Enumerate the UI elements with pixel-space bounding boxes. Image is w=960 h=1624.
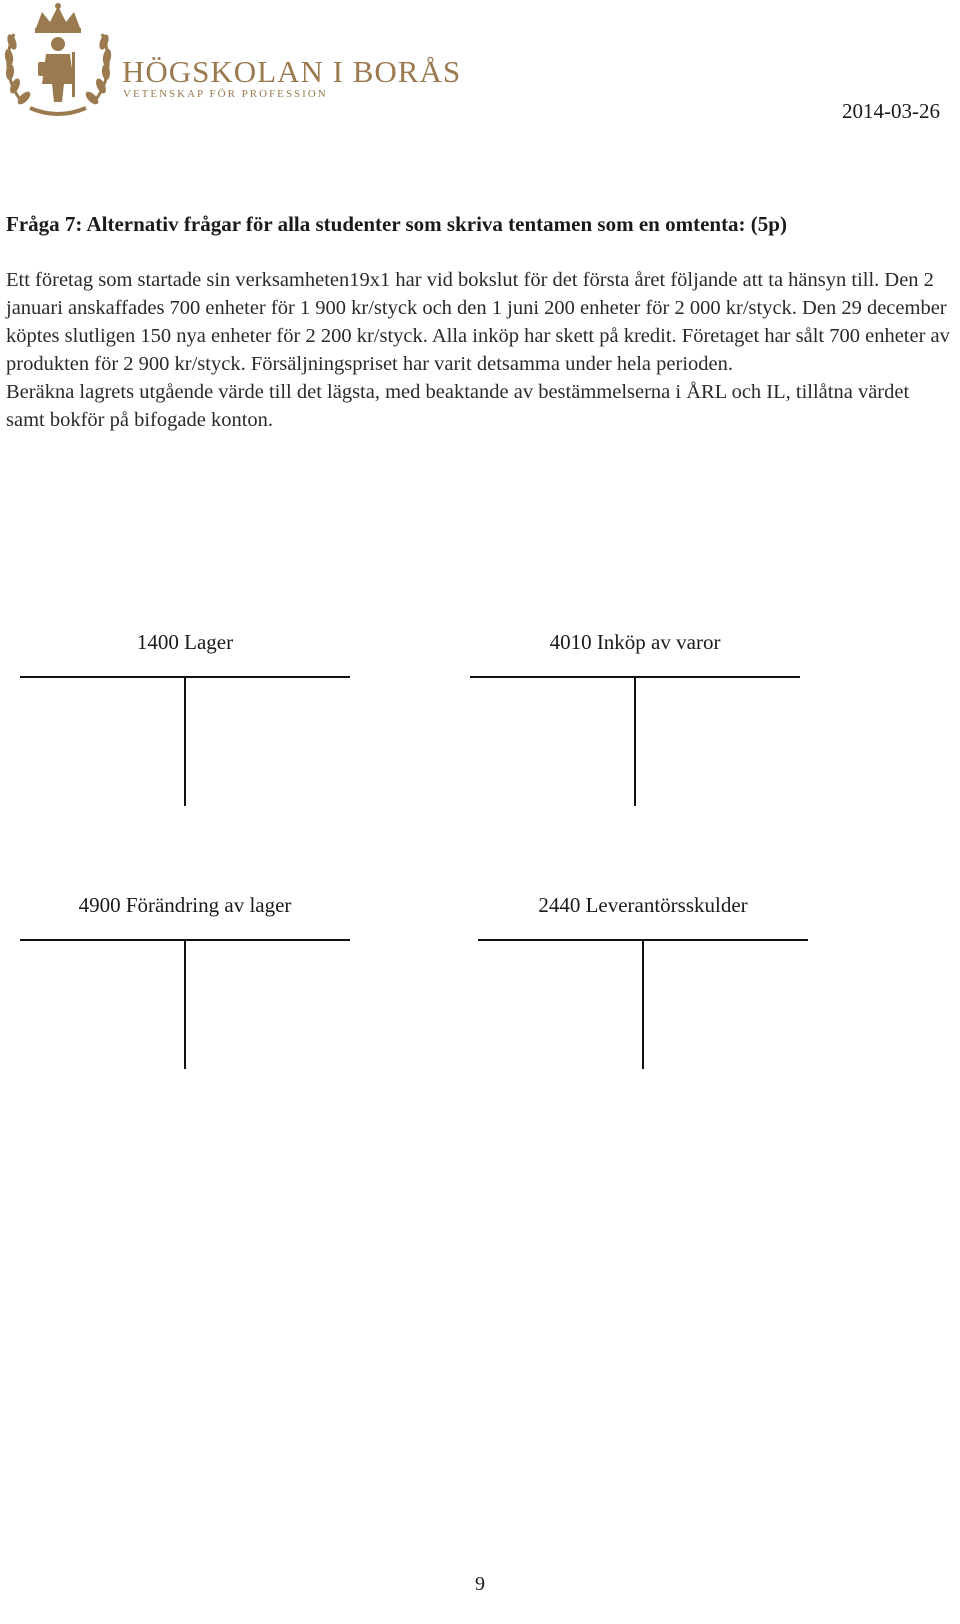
t-account-title: 4900 Förändring av lager: [78, 893, 292, 917]
t-account-title: 1400 Lager: [136, 630, 234, 654]
t-account-title: 4010 Inköp av varor: [549, 630, 721, 654]
t-account-forandring: [20, 893, 360, 1093]
question-body: [6, 266, 951, 434]
question-title: Fråga 7: Alternativ frågar för alla studenter som skriva tentamen som en omtenta: (5p): [6, 212, 787, 236]
institution-logo: [2, 2, 462, 120]
question-paragraph: Ett företag som startade sin verksamheten19x1 har vid bokslut för det första året följande att ta hänsyn till. Den 2 januari anskaffades 700 enheter för 1 900 kr/styck och den 1 juni 200 enheter för 2 000 kr/styck. Den 29 december köptes slutligen 150 nya enheter för 2 200 kr/styck. Alla inköp har skett på kredit. Företaget har sålt 700 enheter av produkten för 2 900 kr/styck. Försäljningspriset har varit detsamma under hela perioden.: [6, 269, 950, 375]
institution-tagline: VETENSKAP FÖR PROFESSION: [123, 88, 328, 100]
t-account-title: 2440 Leverantörsskulder: [538, 893, 748, 917]
t-account-leverantor: [478, 893, 818, 1093]
t-account-vertical-line: [184, 941, 186, 1069]
t-account-vertical-line: [184, 678, 186, 806]
crest-icon: [2, 2, 114, 120]
t-account-lager: [20, 630, 360, 830]
page-number: 9: [475, 1573, 485, 1595]
question-instruction: Beräkna lagrets utgående värde till det lägsta, med beaktande av bestämmelserna i ÅRL och IL, tillåtna värdet samt bokför på bifogade konton.: [6, 381, 910, 431]
t-account-inkop: [470, 630, 810, 830]
t-account-vertical-line: [634, 678, 636, 806]
document-date: 2014-03-26: [842, 99, 940, 123]
institution-name: HÖGSKOLAN I BORÅS: [122, 54, 462, 89]
t-account-vertical-line: [642, 941, 644, 1069]
